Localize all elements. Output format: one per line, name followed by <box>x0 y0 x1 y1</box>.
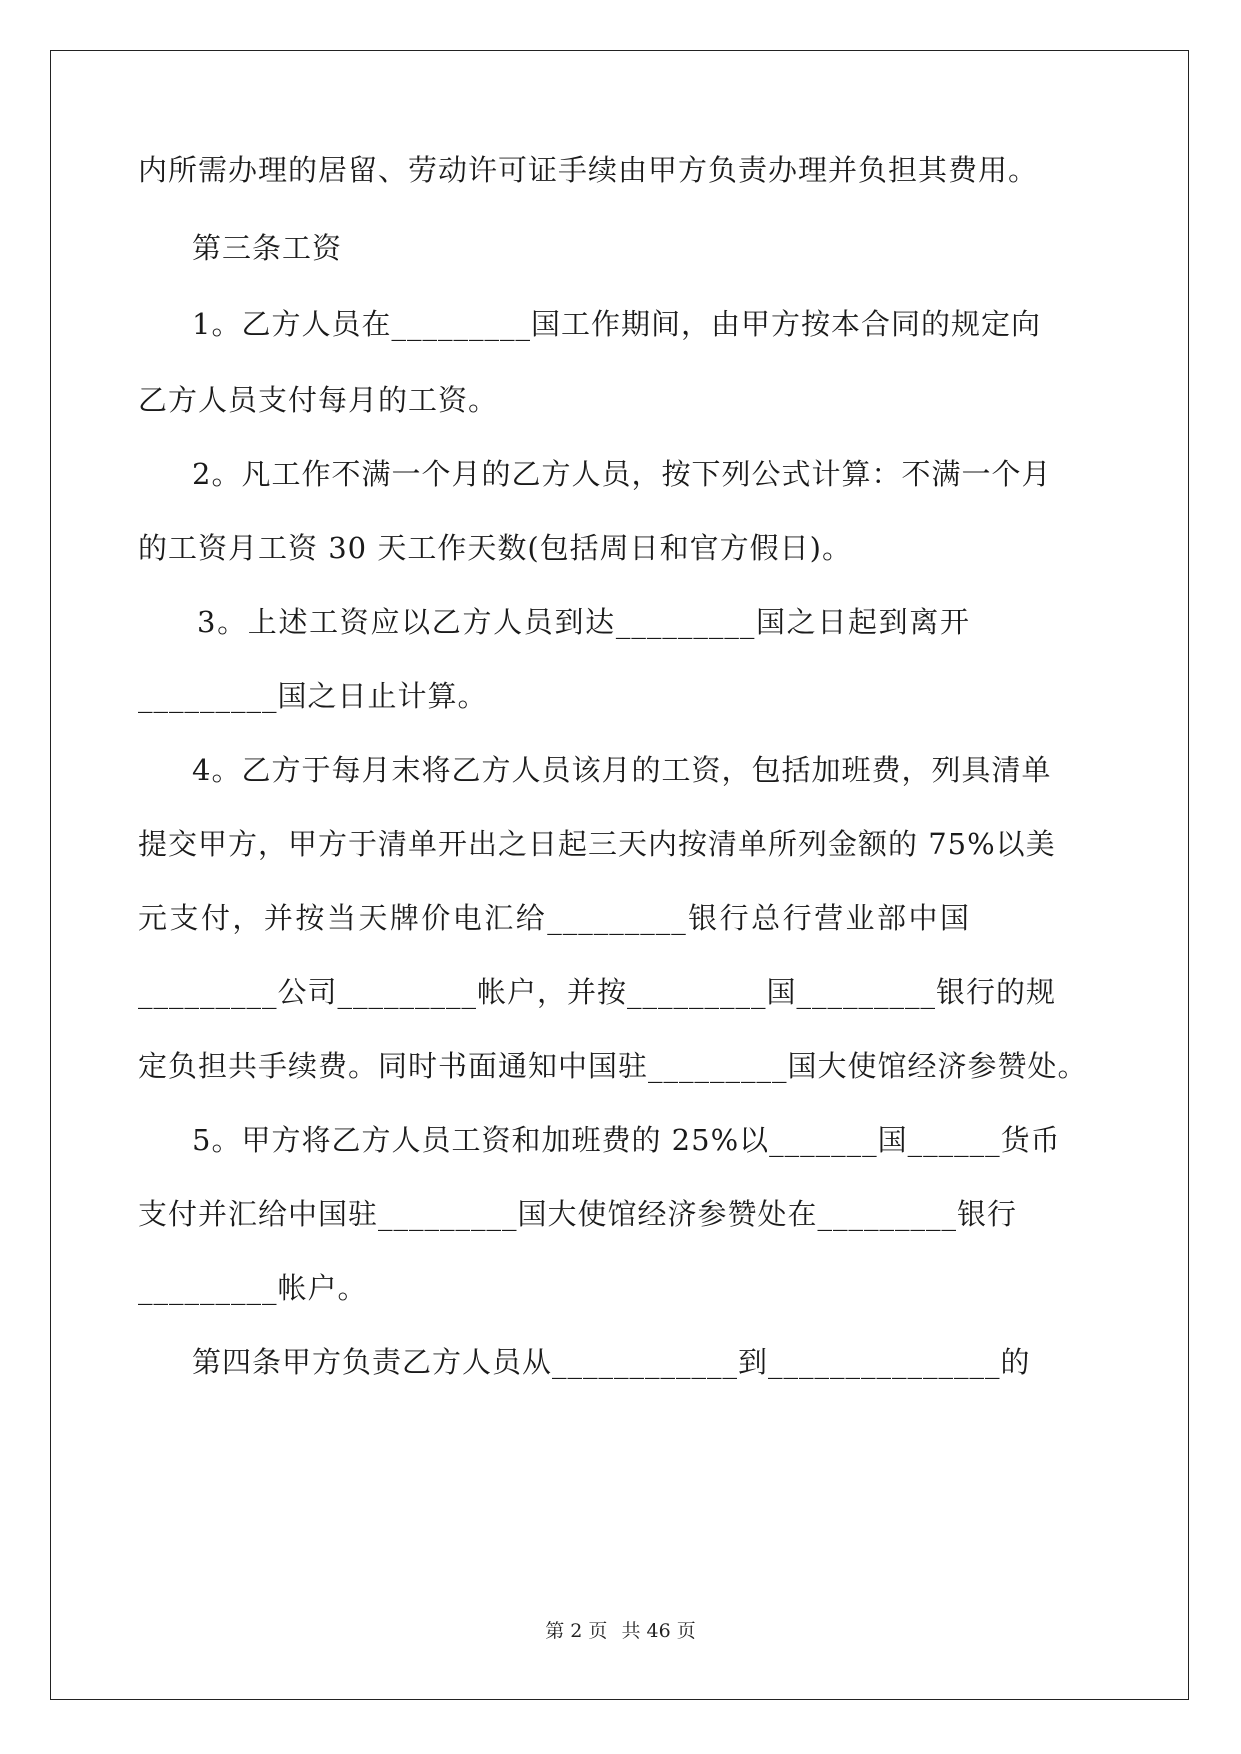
page-total: 共 46 页 <box>621 1620 696 1642</box>
section-heading-3: 第三条工资 <box>192 231 343 265</box>
text-line-10: 提交甲方，甲方于清单开出之日起三天内按清单所列金额的 75%以美 <box>138 827 1056 861</box>
text-line-11: 元支付，并按当天牌价电汇给_________银行总行营业部中国 <box>138 901 970 935</box>
text-line-6: 的工资月工资 30 天工作天数(包括周日和官方假日)。 <box>138 531 852 565</box>
text-line-4: 乙方人员支付每月的工资。 <box>138 383 499 417</box>
text-line-15: 支付并汇给中国驻_________国大使馆经济参赞处在_________银行 <box>138 1197 1018 1231</box>
text-line-8: _________国之日止计算。 <box>138 679 488 713</box>
text-line-16: _________帐户。 <box>138 1271 368 1305</box>
text-line-13: 定负担共手续费。同时书面通知中国驻_________国大使馆经济参赞处。 <box>138 1049 1088 1083</box>
text-line-12: _________公司_________帐户，并按_________国_________银行的规 <box>138 975 1057 1009</box>
text-line-5: 2。凡工作不满一个月的乙方人员，按下列公式计算：不满一个月 <box>192 457 1052 491</box>
text-line-1: 内所需办理的居留、劳动许可证手续由甲方负责办理并负担其费用。 <box>138 153 1039 187</box>
text-line-14: 5。甲方将乙方人员工资和加班费的 25%以_______国______货币 <box>192 1123 1061 1157</box>
section-heading-4: 第四条甲方负责乙方人员从____________到_______________的 <box>192 1345 1031 1379</box>
page-number: 第 2 页 <box>545 1620 608 1642</box>
text-line-7: 3。上述工资应以乙方人员到达_________国之日起到离开 <box>197 605 970 639</box>
text-line-9: 4。乙方于每月末将乙方人员该月的工资，包括加班费，列具清单 <box>192 753 1052 787</box>
text-line-3: 1。乙方人员在_________国工作期间，由甲方按本合同的规定向 <box>192 307 1041 341</box>
page-border <box>50 50 1189 1700</box>
page-footer <box>0 1616 1241 1643</box>
